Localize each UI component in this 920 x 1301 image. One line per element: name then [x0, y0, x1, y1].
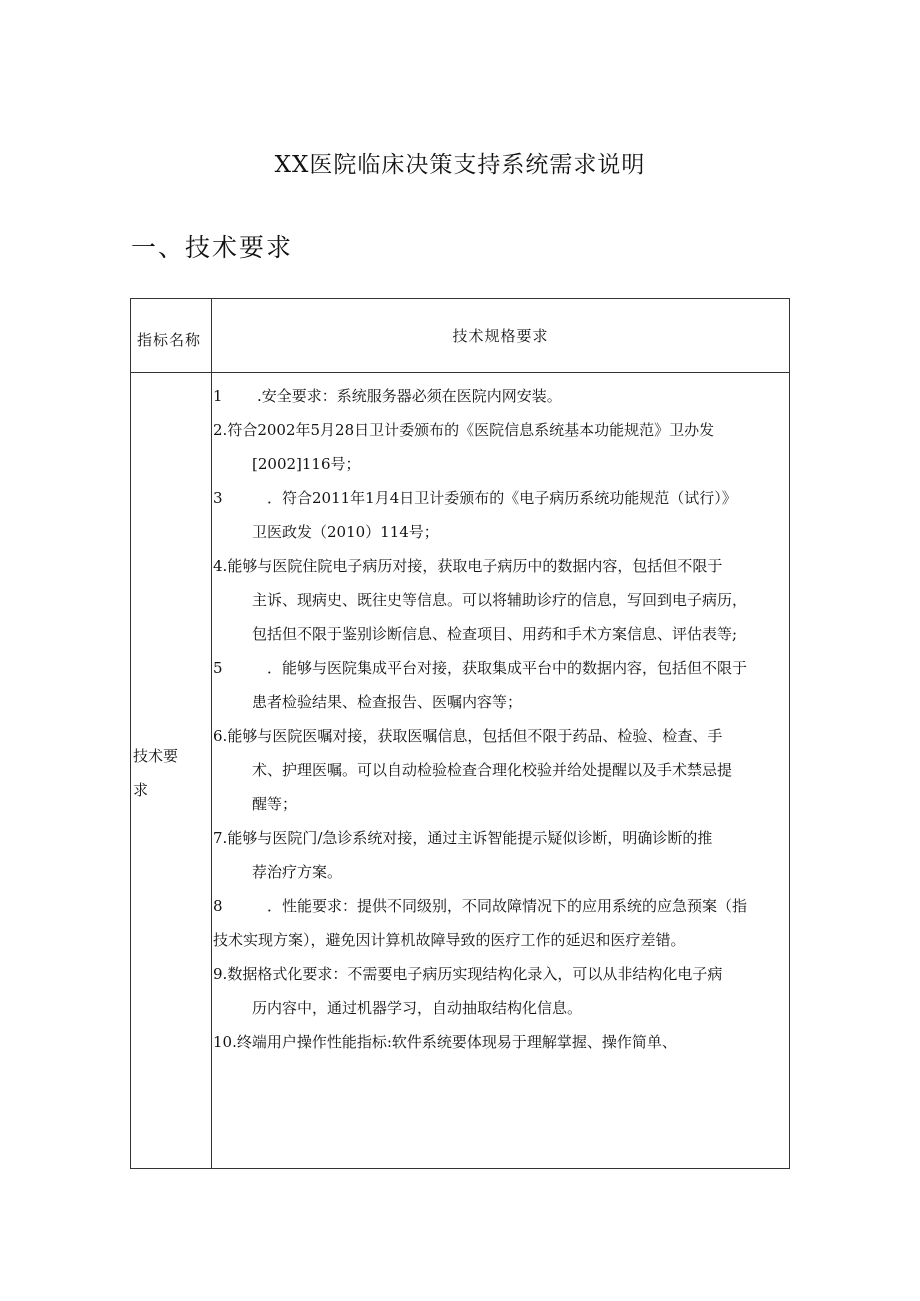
item-text: 能够与医院门/急诊系统对接，通过主诉智能提示疑似诊断，明确诊断的推: [227, 829, 713, 847]
row-label-tech-requirements: [133, 739, 203, 807]
item-continuation: 醒等；: [252, 795, 298, 813]
document-title: XX医院临床决策支持系统需求说明: [274, 152, 646, 178]
item-continuation: 卫医政发（2010）114号；: [252, 523, 439, 541]
requirement-item-4: [213, 549, 789, 583]
requirement-item-9: [213, 957, 789, 991]
item-continuation: 技术实现方案），避免因计算机故障导致的医疗工作的延迟和医疗差错。: [213, 931, 686, 949]
requirement-item-2: [213, 413, 789, 447]
item-text: ．符合2011年1月4日卫计委颁布的《电子病历系统功能规范（试行）》: [267, 489, 737, 507]
item-text: ．性能要求：提供不同级别，不同故障情况下的应用系统的应急预案（指: [267, 897, 748, 915]
requirements-list: [213, 379, 789, 1059]
requirement-item-1: [213, 379, 789, 413]
section-heading: 一、技术要求: [131, 233, 294, 262]
item-text: 能够与医院住院电子病历对接，获取电子病历中的数据内容，包括但不限于: [227, 557, 723, 575]
requirement-item-6: [213, 719, 789, 753]
column-divider: [211, 299, 212, 1168]
item-number: 6.: [213, 727, 228, 745]
item-number: 7.: [213, 829, 228, 847]
requirement-item-3: [213, 481, 789, 515]
requirement-item-5: [213, 651, 789, 685]
item-continuation: 患者检验结果、检查报告、医嘱内容等；: [252, 693, 523, 711]
item-text: 终端用户操作性能指标:软件系统要体现易于理解掌握、操作简单、: [236, 1033, 677, 1051]
requirement-item-7: [213, 821, 789, 855]
row-label-line: 技术要: [133, 747, 179, 765]
item-text: 符合2002年5月28日卫计委颁布的《医院信息系统基本功能规范》卫办发: [227, 421, 715, 439]
item-text: 能够与医院医嘱对接，获取医嘱信息，包括但不限于药品、检验、检查、手: [227, 727, 723, 745]
item-number: 5: [213, 659, 223, 677]
item-text: .安全要求：系统服务器必须在医院内网安装。: [257, 387, 562, 405]
item-number: 8: [213, 897, 223, 915]
item-continuation: [2002]116号；: [252, 455, 361, 473]
item-number: 1: [213, 387, 223, 405]
item-continuation: 包括但不限于鉴别诊断信息、检查项目、用药和手术方案信息、评估表等;: [252, 625, 738, 643]
requirement-item-10: [213, 1025, 789, 1059]
header-spec-requirements: 技术规格要求: [452, 327, 549, 345]
requirement-item-8: [213, 889, 789, 923]
header-divider: [131, 372, 789, 373]
item-continuation: 历内容中，通过机器学习，自动抽取结构化信息。: [252, 999, 583, 1017]
item-number: 2.: [213, 421, 228, 439]
item-continuation: 荐治疗方案。: [252, 863, 343, 881]
item-text: 数据格式化要求：不需要电子病历实现结构化录入，可以从非结构化电子病: [227, 965, 723, 983]
item-number: 9.: [213, 965, 228, 983]
item-continuation: 主诉、现病史、既往史等信息。可以将辅助诊疗的信息，写回到电子病历，: [252, 591, 748, 609]
spec-table: [130, 298, 790, 1169]
header-indicator-name: 指标名称: [137, 331, 202, 349]
item-number: 4.: [213, 557, 228, 575]
item-continuation: 术、护理医嘱。可以自动检验检查合理化校验并给处提醒以及手术禁忌提: [252, 761, 733, 779]
row-label-line: 求: [133, 781, 149, 799]
item-text: ．能够与医院集成平台对接，获取集成平台中的数据内容，包括但不限于: [267, 659, 748, 677]
item-number: 3: [213, 489, 223, 507]
item-number: 10.: [213, 1033, 237, 1051]
